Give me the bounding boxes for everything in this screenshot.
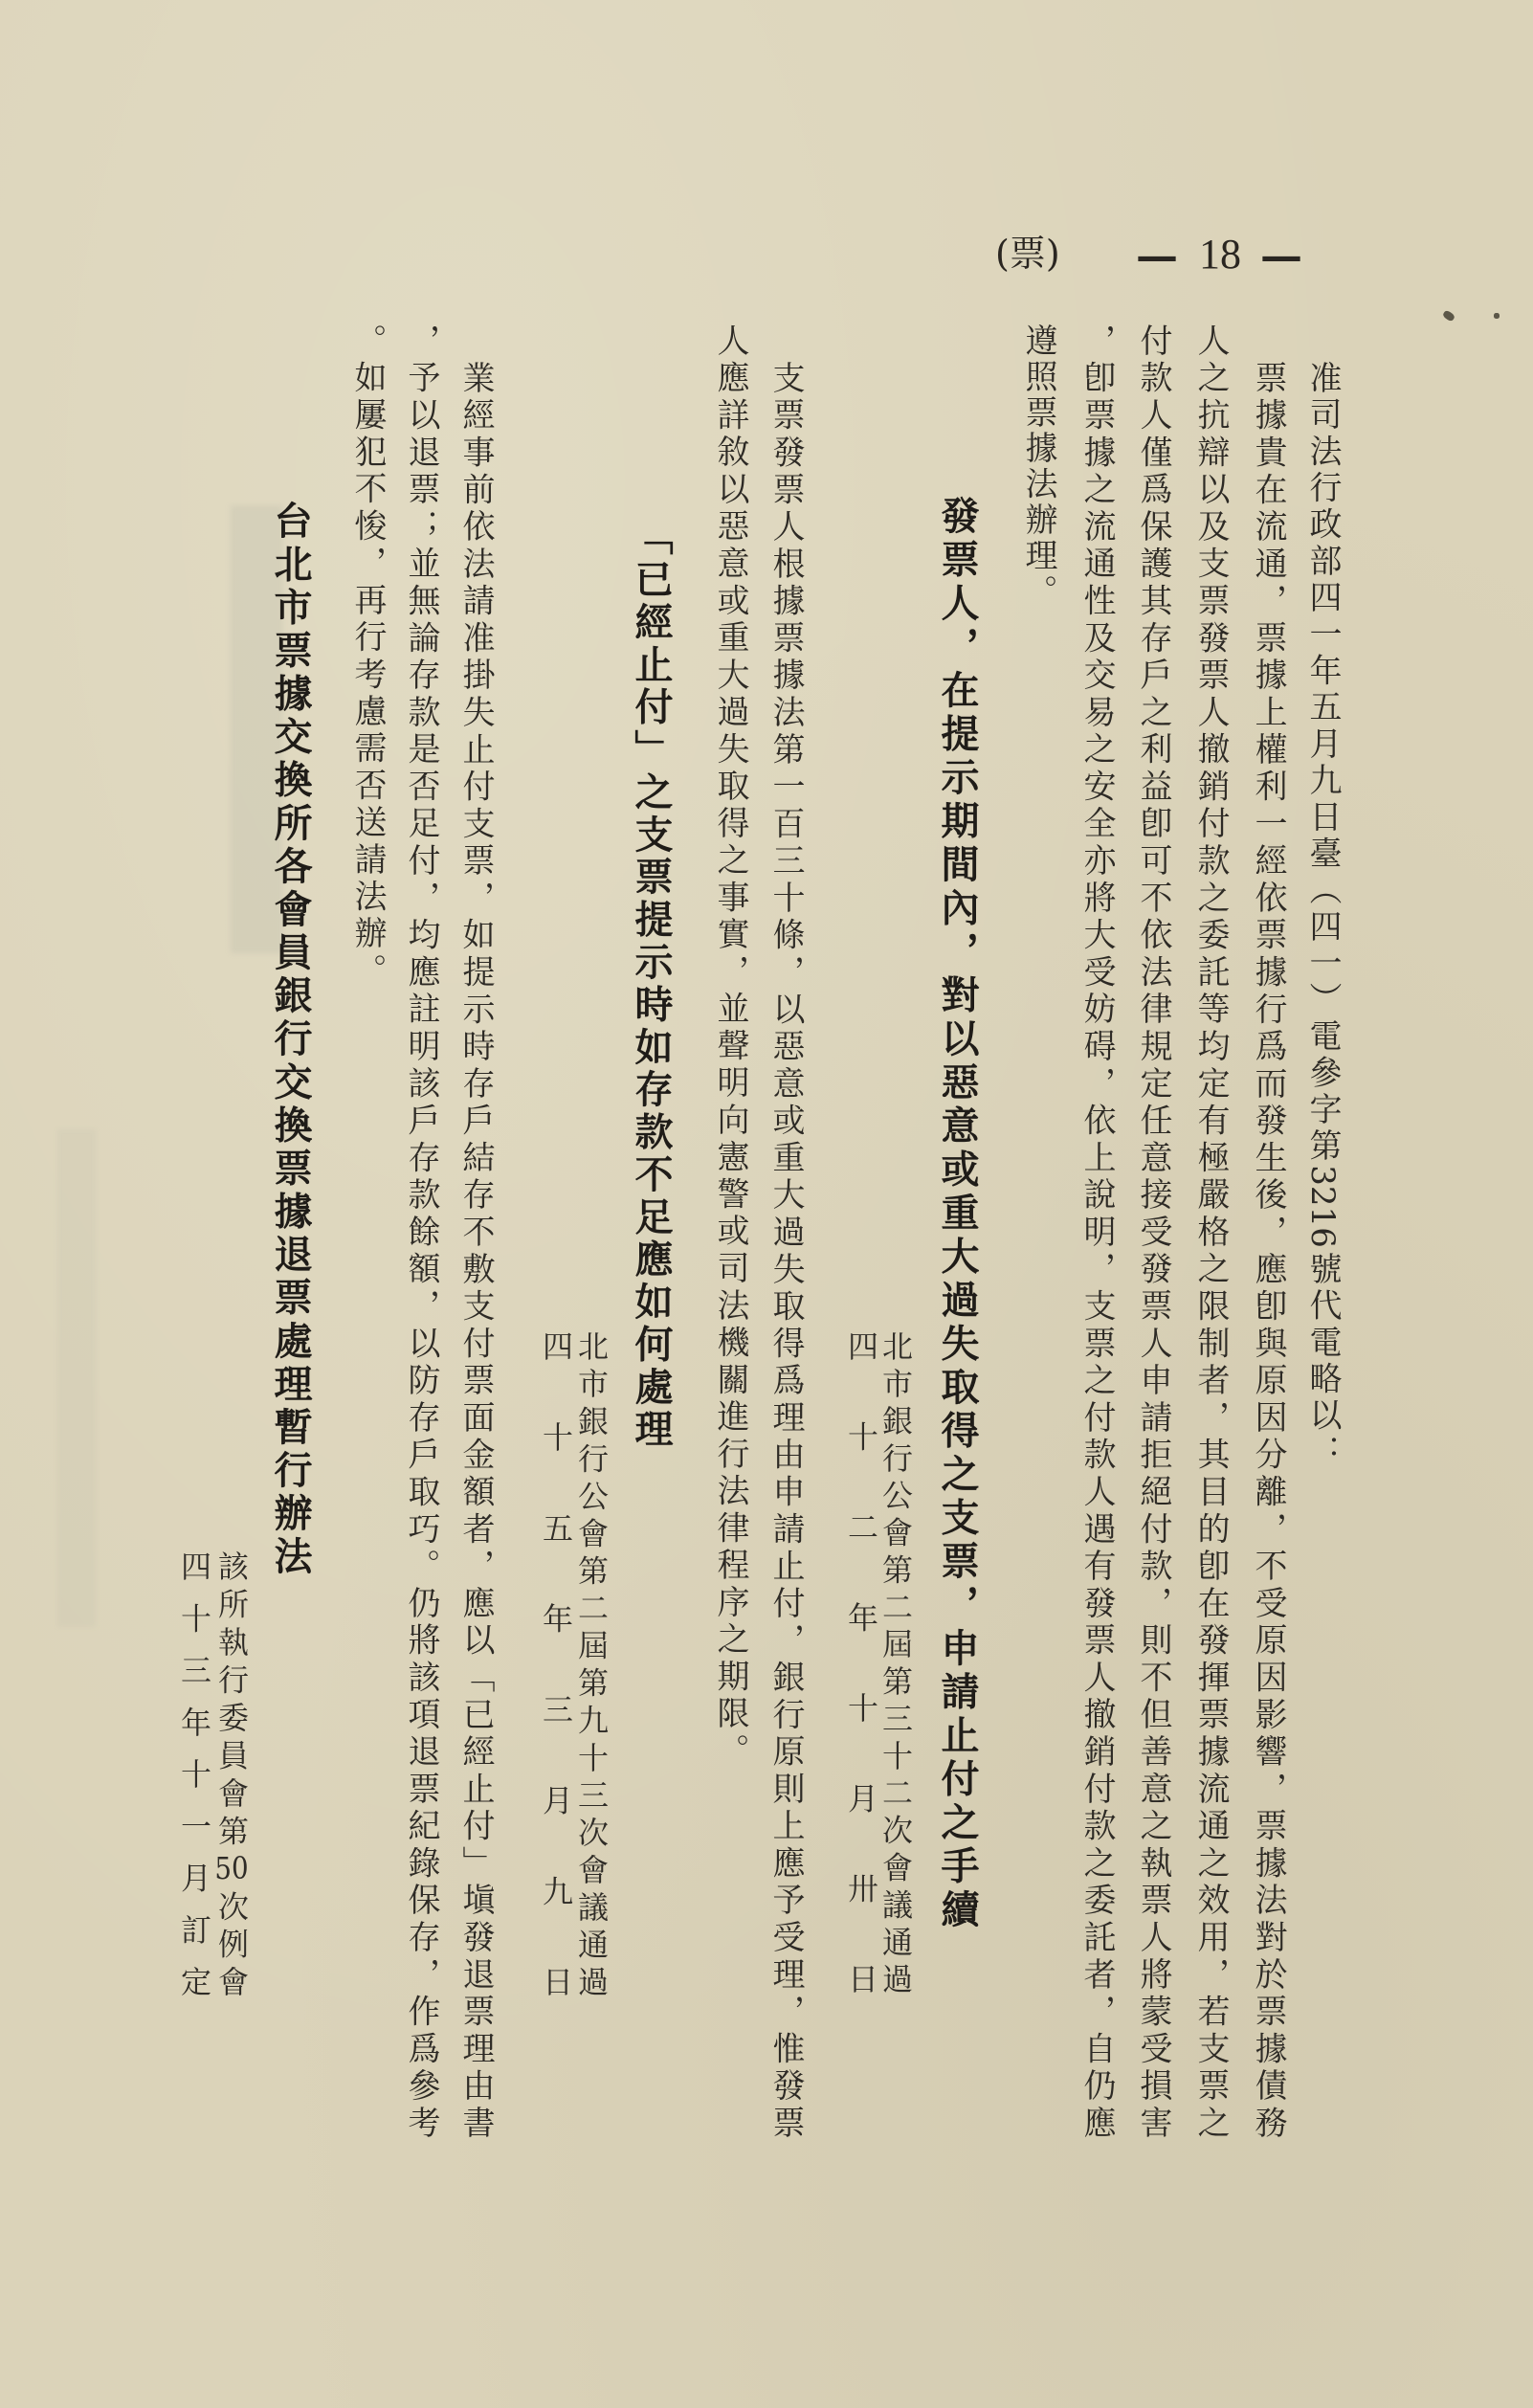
page-number: 18 — [1199, 231, 1241, 278]
ink-speck — [1442, 309, 1455, 322]
resolution-date: 四十二年十月卅日 — [843, 1330, 879, 1994]
issuer-prefix: 該所執行委員會第 — [213, 1550, 250, 1853]
issuer-suffix: 次例會 — [213, 1890, 250, 1997]
resolution-date: 四十五年三月九日 — [538, 1330, 574, 1996]
section-title: 發票人，在提示期間內，對以惡意或重大過失取得之支票，申請止付之手續 — [935, 496, 979, 1928]
section-text-line: 人應詳敘以惡意或重大過失取得之事實，並聲明向憲警或司法機關進行法律程序之期限。 — [711, 323, 749, 1766]
section-text-line: ，予以退票；並無論存款是否足付，均應註明該戶存款餘額，以防存戶取巧。仍將該項退票紀錄保存，作爲參考 — [402, 323, 440, 2138]
resolution-source: 北市銀行公會第二屆第三十二次會議通過 — [878, 1330, 914, 1994]
page-number-dash-left: — — [1136, 232, 1178, 280]
resolution-source: 北市銀行公會第二屆第九十三次會議通過 — [573, 1330, 610, 1996]
page-number-dash-right: — — [1260, 232, 1302, 280]
show-through-stain — [57, 1129, 96, 1627]
section-label: (票) — [995, 233, 1060, 275]
issuer-note — [213, 1550, 250, 1997]
ruling-intro-line: 准司法行政部四一年五月九日臺（四一）電參字第3216號代電略以： — [1303, 361, 1342, 1467]
section-text-line: 支票發票人根據票據法第一百三十條，以惡意或重大過失取得爲理由申請止付，銀行原則上應予受理，惟發票 — [766, 361, 805, 2138]
ruling-text-line: 票據貴在流通，票據上權利一經依票據行爲而發生後，應卽與原因分離，不受原因影響，票據法對於票據債務 — [1249, 361, 1287, 2138]
ruling-text-line: 人之抗辯以及支票發票人撤銷付款之委託等均定有極嚴格之限制者，其目的卽在發揮票據流通之效用，若支票之 — [1191, 323, 1230, 2138]
ruling-text-line: 付款人僅爲保護其存戶之利益卽可不依法律規定任意接受發票人申請拒絕付款，則不但善意之執票人將蒙受損害 — [1134, 323, 1172, 2138]
enactment-date: 四十三年十一月訂定 — [176, 1550, 212, 1996]
ruling-text-line: ，卽票據之流通性及交易之安全亦將大受妨碍，依上說明，支票之付款人遇有發票人撤銷付款之委託者，自仍應 — [1078, 323, 1116, 2138]
ink-speck — [1494, 313, 1500, 319]
section-title: 台北市票據交換所各會員銀行交換票據退票處理暫行辦法 — [268, 501, 312, 1574]
section-title: 「已經止付」之支票提示時如存款不足應如何處理 — [629, 517, 673, 1447]
section-text-line: 。如屢犯不悛，再行考慮需否送請法辦。 — [348, 323, 387, 986]
section-text-line: 業經事前依法請准掛失止付支票，如提示時存戶結存不敷支付票面金額者，應以「已經止付」塡發退票理由書 — [456, 361, 495, 2138]
meeting-number: 50 — [214, 1852, 249, 1884]
ruling-text-line: 遵照票據法辦理。 — [1019, 323, 1057, 607]
